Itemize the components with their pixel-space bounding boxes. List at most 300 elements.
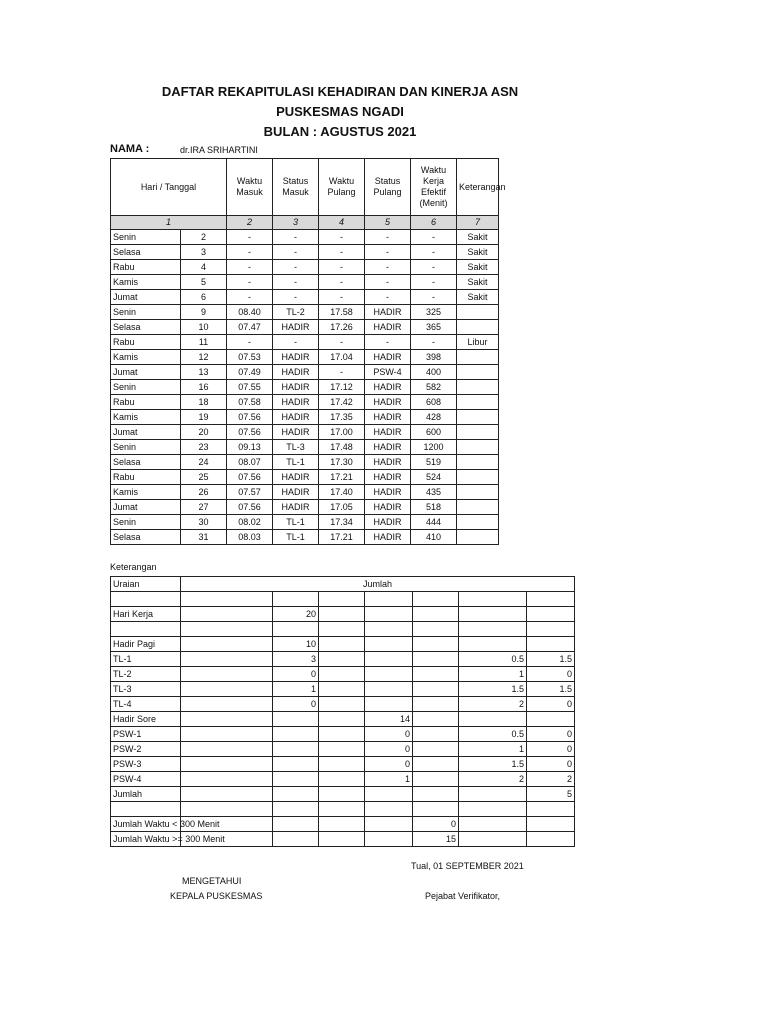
table-cell: - [227,260,273,275]
summary-cell: 1.5 [527,652,575,667]
table-cell: Sakit [457,230,499,245]
col-number: 4 [319,216,365,230]
summary-cell [413,652,459,667]
summary-cell [459,622,527,637]
summary-cell: 0 [365,757,413,772]
summary-row [111,622,575,637]
date-cell: 12 [181,350,227,365]
summary-cell: 0 [527,667,575,682]
summary-cell [319,637,365,652]
table-cell: HADIR [365,470,411,485]
date-cell: 9 [181,305,227,320]
col-header: Waktu Masuk [227,159,273,216]
table-cell: 17.35 [319,410,365,425]
summary-cell [413,592,459,607]
summary-label-cell [111,802,181,817]
table-cell: - [227,335,273,350]
summary-table [110,576,575,847]
day-cell: Rabu [111,395,181,410]
table-cell: - [319,365,365,380]
summary-cell: 0 [413,817,459,832]
date-cell: 6 [181,290,227,305]
table-cell: - [273,290,319,305]
table-cell: HADIR [273,365,319,380]
summary-cell [181,712,273,727]
date-cell: 30 [181,515,227,530]
summary-cell [413,607,459,622]
summary-cell: 0 [527,727,575,742]
date-cell: 3 [181,245,227,260]
summary-cell [365,697,413,712]
summary-cell: 0 [527,757,575,772]
table-cell: - [273,260,319,275]
summary-label-cell: Jumlah Waktu >= 300 Menit [111,832,181,847]
table-cell: - [273,230,319,245]
day-cell: Rabu [111,470,181,485]
table-cell: 17.21 [319,530,365,545]
summary-row [111,802,575,817]
table-cell: TL-1 [273,455,319,470]
summary-cell: 14 [365,712,413,727]
table-row [111,290,499,305]
summary-cell: 2 [459,697,527,712]
table-cell [457,515,499,530]
table-cell: - [227,275,273,290]
day-cell: Jumat [111,290,181,305]
date-cell: 25 [181,470,227,485]
table-row [111,425,499,440]
day-cell: Senin [111,230,181,245]
summary-row [111,772,575,787]
table-row [111,350,499,365]
summary-row [111,742,575,757]
title-line-3: BULAN : AGUSTUS 2021 [263,124,417,139]
title-line-2: PUSKESMAS NGADI [276,104,404,119]
summary-cell [459,592,527,607]
date-cell: 31 [181,530,227,545]
table-cell: HADIR [365,320,411,335]
summary-cell [459,832,527,847]
table-cell: - [365,335,411,350]
table-cell [457,320,499,335]
table-cell: TL-2 [273,305,319,320]
table-cell: HADIR [365,380,411,395]
table-cell: - [365,230,411,245]
col-number: 3 [273,216,319,230]
table-cell: HADIR [365,350,411,365]
table-cell: - [227,245,273,260]
summary-cell [319,772,365,787]
table-row [111,470,499,485]
table-row [111,320,499,335]
summary-cell [459,787,527,802]
summary-cell [319,652,365,667]
summary-cell: 3 [273,652,319,667]
table-cell: 07.56 [227,410,273,425]
name-label: NAMA : [110,143,150,155]
table-cell: HADIR [365,440,411,455]
table-cell: 410 [411,530,457,545]
summary-cell [459,712,527,727]
summary-cell [365,802,413,817]
summary-label-cell: TL-3 [111,682,181,697]
summary-cell [365,592,413,607]
table-cell [457,455,499,470]
table-row [111,530,499,545]
table-cell: - [319,245,365,260]
verifier-label: Pejabat Verifikator, [425,891,501,901]
table-cell: 17.21 [319,470,365,485]
table-cell: - [365,290,411,305]
summary-cell [181,637,273,652]
table-row [111,365,499,380]
summary-label-cell: TL-1 [111,652,181,667]
summary-cell [273,742,319,757]
table-cell: PSW-4 [365,365,411,380]
col-header: Status Masuk [273,159,319,216]
table-row [111,515,499,530]
table-cell: 518 [411,500,457,515]
table-cell: Sakit [457,260,499,275]
table-cell: Libur [457,335,499,350]
summary-cell [527,637,575,652]
summary-cell [181,607,273,622]
table-cell [457,530,499,545]
table-cell: - [319,275,365,290]
summary-row [111,682,575,697]
summary-row [111,757,575,772]
summary-cell [273,592,319,607]
table-cell: 17.04 [319,350,365,365]
table-cell: HADIR [365,455,411,470]
summary-cell: 1.5 [459,682,527,697]
summary-cell [413,757,459,772]
table-cell: HADIR [365,425,411,440]
table-cell: HADIR [273,380,319,395]
day-cell: Rabu [111,335,181,350]
date-cell: 24 [181,455,227,470]
summary-cell: 15 [413,832,459,847]
date-cell: 23 [181,440,227,455]
table-cell: 07.56 [227,425,273,440]
table-cell: HADIR [273,395,319,410]
table-cell: 428 [411,410,457,425]
summary-cell [527,592,575,607]
table-cell: TL-1 [273,515,319,530]
table-cell: HADIR [365,515,411,530]
summary-row [111,652,575,667]
attendance-table [110,158,506,545]
summary-cell [319,712,365,727]
summary-label-cell: Hari Kerja [111,607,181,622]
table-row [111,335,499,350]
summary-cell [181,802,273,817]
table-cell [457,485,499,500]
summary-cell: 0 [273,697,319,712]
table-row [111,500,499,515]
summary-cell: 1.5 [459,757,527,772]
day-cell: Selasa [111,530,181,545]
summary-cell [365,652,413,667]
day-cell: Selasa [111,245,181,260]
summary-cell [181,652,273,667]
day-cell: Senin [111,380,181,395]
summary-cell [413,637,459,652]
table-cell: 1200 [411,440,457,455]
day-cell: Senin [111,515,181,530]
table-cell: - [273,275,319,290]
summary-cell [319,757,365,772]
table-row [111,275,499,290]
day-cell: Jumat [111,500,181,515]
summary-cell [273,787,319,802]
summary-cell: 1.5 [527,682,575,697]
table-cell: - [411,230,457,245]
col-header: Hari / Tanggal [111,159,227,216]
table-cell: HADIR [273,425,319,440]
summary-cell [319,607,365,622]
summary-label-cell [111,592,181,607]
title-line-1: DAFTAR REKAPITULASI KEHADIRAN DAN KINERJA ASN [161,84,519,99]
table-cell: 17.34 [319,515,365,530]
date-cell: 18 [181,395,227,410]
table-cell: HADIR [273,485,319,500]
summary-cell [181,757,273,772]
col-number: 1 [111,216,227,230]
summary-cell [413,712,459,727]
summary-row [111,787,575,802]
table-cell: 582 [411,380,457,395]
summary-cell [273,832,319,847]
summary-cell [527,607,575,622]
summary-row [111,607,575,622]
summary-cell [413,772,459,787]
summary-cell [365,787,413,802]
summary-row [111,667,575,682]
summary-cell [319,697,365,712]
date-cell: 27 [181,500,227,515]
summary-cell [527,622,575,637]
day-cell: Kamis [111,410,181,425]
table-cell: Sakit [457,245,499,260]
table-row [111,395,499,410]
table-cell: - [365,275,411,290]
summary-cell: 0 [527,742,575,757]
summary-cell [413,682,459,697]
col-header: Keterangan [457,159,499,216]
table-row [111,230,499,245]
summary-header-row [111,577,575,592]
summary-cell [273,772,319,787]
table-cell: - [365,245,411,260]
summary-cell [365,607,413,622]
table-cell: - [411,290,457,305]
table-cell: 17.58 [319,305,365,320]
table-cell: HADIR [365,305,411,320]
day-cell: Jumat [111,425,181,440]
summary-cell [527,832,575,847]
summary-label-cell: PSW-1 [111,727,181,742]
summary-row [111,697,575,712]
name-value: dr.IRA SRIHARTINI [180,145,258,155]
table-cell [457,410,499,425]
table-cell [457,470,499,485]
summary-label-cell: Hadir Sore [111,712,181,727]
summary-row [111,727,575,742]
summary-row [111,637,575,652]
summary-cell [273,622,319,637]
summary-cell [413,697,459,712]
date-cell: 2 [181,230,227,245]
table-cell: HADIR [273,470,319,485]
day-cell: Kamis [111,485,181,500]
summary-cell [319,682,365,697]
col-number: 6 [411,216,457,230]
summary-header: Uraian [111,577,181,592]
summary-label-cell: PSW-3 [111,757,181,772]
col-number: 5 [365,216,411,230]
summary-cell: 0 [365,727,413,742]
summary-cell [181,787,273,802]
table-cell: HADIR [365,500,411,515]
summary-cell [273,802,319,817]
table-cell [457,425,499,440]
col-number: 7 [457,216,499,230]
summary-cell [181,727,273,742]
table-cell: 600 [411,425,457,440]
date-cell: 11 [181,335,227,350]
summary-cell [459,637,527,652]
table-cell: HADIR [365,530,411,545]
table-row [111,410,499,425]
summary-label-cell: PSW-4 [111,772,181,787]
summary-cell [413,787,459,802]
col-header: Status Pulang [365,159,411,216]
summary-row [111,817,575,832]
table-cell: HADIR [273,350,319,365]
summary-cell [459,607,527,622]
date-cell: 16 [181,380,227,395]
table-cell: - [227,230,273,245]
table-cell: HADIR [365,395,411,410]
summary-cell [459,802,527,817]
table-cell: 07.53 [227,350,273,365]
summary-cell [527,802,575,817]
table-cell: 17.40 [319,485,365,500]
table-cell: - [411,245,457,260]
table-cell: - [227,290,273,305]
day-cell: Selasa [111,455,181,470]
summary-cell: 1 [273,682,319,697]
date-cell: 5 [181,275,227,290]
table-cell: Sakit [457,275,499,290]
table-cell: Sakit [457,290,499,305]
table-row [111,485,499,500]
summary-label: Keterangan [110,562,157,572]
summary-cell [181,667,273,682]
day-cell: Selasa [111,320,181,335]
summary-row [111,832,575,847]
summary-cell [459,817,527,832]
summary-cell [527,817,575,832]
summary-cell [319,817,365,832]
date-cell: 20 [181,425,227,440]
signature-date: Tual, 01 SEPTEMBER 2021 [411,861,524,871]
table-cell: 07.56 [227,500,273,515]
summary-cell [181,742,273,757]
table-cell: HADIR [273,410,319,425]
summary-label-cell: Hadir Pagi [111,637,181,652]
summary-cell: 0.5 [459,727,527,742]
summary-cell: 0 [365,742,413,757]
summary-header: Jumlah [181,577,575,592]
summary-cell [413,727,459,742]
table-row [111,260,499,275]
summary-label-cell: TL-4 [111,697,181,712]
table-row [111,245,499,260]
table-cell: - [411,275,457,290]
table-cell: 17.00 [319,425,365,440]
date-cell: 4 [181,260,227,275]
col-header: Waktu Kerja Efektif (Menit) [411,159,457,216]
date-cell: 10 [181,320,227,335]
summary-cell [319,592,365,607]
table-cell: 608 [411,395,457,410]
table-cell: 17.42 [319,395,365,410]
table-cell: 08.02 [227,515,273,530]
summary-label-cell [111,622,181,637]
header-row [111,159,499,216]
table-cell: 17.12 [319,380,365,395]
table-cell: 09.13 [227,440,273,455]
summary-cell [365,682,413,697]
day-cell: Senin [111,440,181,455]
table-cell: 325 [411,305,457,320]
table-cell: HADIR [273,320,319,335]
summary-cell: 10 [273,637,319,652]
acknowledged-label: MENGETAHUI [182,876,242,886]
day-cell: Jumat [111,365,181,380]
summary-cell [319,727,365,742]
summary-cell [413,622,459,637]
summary-cell [273,757,319,772]
table-cell: - [319,335,365,350]
table-cell [457,350,499,365]
summary-cell [527,712,575,727]
table-cell: HADIR [273,500,319,515]
day-cell: Rabu [111,260,181,275]
table-cell: HADIR [365,485,411,500]
summary-label-cell: Jumlah [111,787,181,802]
table-cell [457,395,499,410]
summary-row [111,592,575,607]
table-cell: - [319,260,365,275]
summary-cell: 5 [527,787,575,802]
summary-cell [181,682,273,697]
table-cell: 07.57 [227,485,273,500]
head-of-puskesmas-label: KEPALA PUSKESMAS [170,891,263,901]
summary-cell [413,802,459,817]
summary-cell [319,832,365,847]
table-cell: HADIR [365,410,411,425]
day-cell: Senin [111,305,181,320]
table-row [111,440,499,455]
table-cell: - [319,230,365,245]
summary-cell: 2 [527,772,575,787]
table-cell: 07.49 [227,365,273,380]
col-number: 2 [227,216,273,230]
table-cell: - [411,335,457,350]
